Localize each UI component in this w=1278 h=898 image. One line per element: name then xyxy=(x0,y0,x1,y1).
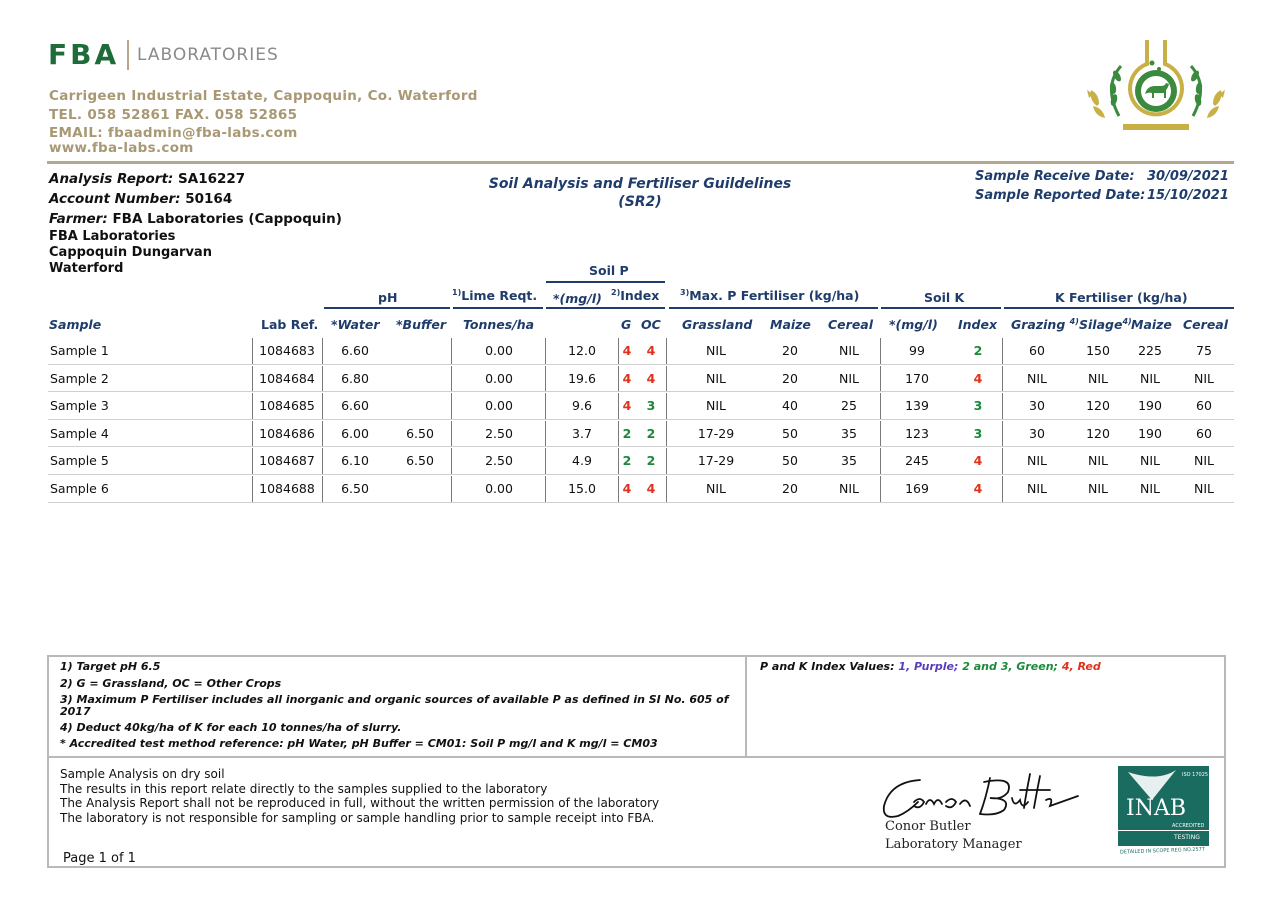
column-divider xyxy=(252,393,253,419)
column-divider xyxy=(545,421,546,447)
cell-soil-k: 99 xyxy=(909,343,925,358)
cell-maxp-maize: 50 xyxy=(782,453,798,469)
column-divider xyxy=(666,421,667,447)
farmer-address-line: Cappoquin Dungarvan xyxy=(49,245,212,260)
column-divider xyxy=(252,476,253,502)
note-4: 4) Deduct 40kg/ha of K for each 10 tonnes/ha of slurry. xyxy=(60,721,402,734)
report-title-line: Soil Analysis and Fertiliser Guildelines xyxy=(488,176,792,192)
cell-maxp-cereal: NIL xyxy=(838,370,859,386)
cell-soil-p: 15.0 xyxy=(568,481,596,496)
signatory xyxy=(885,818,1022,854)
cell-lab-ref: 1084684 xyxy=(259,370,315,386)
address-line: Carrigeen Industrial Estate, Cappoquin, Co. Waterford xyxy=(49,88,478,104)
cell-p-index-g: 4 xyxy=(622,481,632,496)
col-ph-buffer: *Buffer xyxy=(396,317,447,332)
cell-k-grazing: 30 xyxy=(1029,398,1045,414)
col-k-cereal: Cereal xyxy=(1183,317,1229,332)
website-line: www.fba-labs.com xyxy=(49,140,194,156)
sample-dates xyxy=(975,167,1229,205)
column-divider xyxy=(666,476,667,502)
cell-k-maize: NIL xyxy=(1139,481,1160,496)
cell-p-index-oc: 3 xyxy=(646,398,656,414)
column-divider xyxy=(1002,448,1003,474)
soil-p-underline xyxy=(546,281,665,283)
cell-p-index-g: 2 xyxy=(622,453,632,469)
cell-p-index-g: 4 xyxy=(622,398,632,414)
column-divider xyxy=(322,476,323,502)
inab-scope: DETAILED IN SCOPE REG NO.257T xyxy=(1119,846,1205,856)
column-divider xyxy=(252,338,253,364)
col-tonnes: Tonnes/ha xyxy=(463,317,535,332)
column-divider xyxy=(545,448,546,474)
row-divider xyxy=(48,446,1234,447)
col-sample: Sample xyxy=(49,317,102,332)
soil-p-header: Soil P xyxy=(589,263,629,278)
note-1: 1) Target pH 6.5 xyxy=(60,660,161,673)
cell-soil-p: 4.9 xyxy=(572,453,592,469)
column-divider xyxy=(451,421,452,447)
cell-ph-water: 6.60 xyxy=(341,398,369,414)
cell-k-index: 3 xyxy=(973,425,983,441)
cell-ph-water: 6.60 xyxy=(341,343,369,358)
column-divider xyxy=(1002,338,1003,364)
column-divider xyxy=(880,448,881,474)
cell-sample: Sample 5 xyxy=(50,453,109,469)
col-lab-ref: Lab Ref. xyxy=(261,317,319,332)
k-fertiliser-header: K Fertiliser (kg/ha) xyxy=(1055,290,1188,305)
column-divider xyxy=(451,476,452,502)
k-fertiliser-underline xyxy=(1004,307,1234,309)
logo-divider xyxy=(127,40,129,70)
notes xyxy=(60,660,740,751)
col-oc: OC xyxy=(641,317,661,332)
column-divider xyxy=(1002,476,1003,502)
column-divider xyxy=(618,476,619,502)
analysis-report-line: Analysis Report: SA16227 xyxy=(49,171,246,187)
cell-soil-k: 170 xyxy=(905,370,929,386)
cell-p-index-g: 2 xyxy=(622,425,632,441)
inab-brand: INAB xyxy=(1126,796,1186,821)
cell-maxp-cereal: 35 xyxy=(841,425,857,441)
cell-p-index-oc: 2 xyxy=(646,425,656,441)
cell-k-cereal: NIL xyxy=(1193,370,1214,386)
col-cereal: Cereal xyxy=(828,317,874,332)
row-divider xyxy=(48,502,1234,503)
page-number: Page 1 of 1 xyxy=(63,851,136,866)
farmer-address-line: FBA Laboratories xyxy=(49,229,176,244)
col-grazing: Grazing $^{4)}$ xyxy=(1011,317,1079,333)
cell-soil-p: 9.6 xyxy=(572,398,592,414)
report-meta xyxy=(49,169,342,229)
cell-soil-k: 245 xyxy=(905,453,929,469)
inab-testing: TESTING xyxy=(1174,834,1200,841)
note-2: 2) G = Grassland, OC = Other Crops xyxy=(60,677,282,690)
cell-k-grazing: NIL xyxy=(1026,481,1047,496)
cell-soil-k: 169 xyxy=(905,481,929,496)
account-number: 50164 xyxy=(185,191,233,207)
column-divider xyxy=(880,366,881,392)
column-divider xyxy=(666,393,667,419)
cell-p-index-oc: 2 xyxy=(646,453,656,469)
cell-maxp-grassland: 17-29 xyxy=(697,425,735,441)
ph-underline xyxy=(324,307,450,309)
column-divider xyxy=(666,448,667,474)
farmer-address-line: Waterford xyxy=(49,261,124,276)
row-divider xyxy=(48,391,1234,392)
account-number-line: Account Number: 50164 xyxy=(49,191,233,207)
cell-k-index: 3 xyxy=(973,398,983,414)
column-divider xyxy=(618,421,619,447)
cell-maxp-grassland: 17-29 xyxy=(697,453,735,469)
cell-k-cereal: 75 xyxy=(1196,343,1212,358)
cell-ph-water: 6.50 xyxy=(341,481,369,496)
cell-k-silage: NIL xyxy=(1087,370,1108,386)
signatory-name: Conor Butler xyxy=(885,819,971,834)
farmer-name: FBA Laboratories (Cappoquin) xyxy=(112,211,342,227)
col-k-maize: Maize xyxy=(1131,317,1172,332)
column-divider xyxy=(252,366,253,392)
cell-sample: Sample 3 xyxy=(50,398,109,414)
cell-maxp-maize: 50 xyxy=(782,425,798,441)
cell-p-index-oc: 4 xyxy=(646,343,656,358)
cell-k-cereal: 60 xyxy=(1196,398,1212,414)
column-divider xyxy=(545,338,546,364)
cell-k-grazing: 60 xyxy=(1029,343,1045,358)
cell-ph-water: 6.80 xyxy=(341,370,369,386)
column-divider xyxy=(545,393,546,419)
cell-sample: Sample 6 xyxy=(50,481,109,496)
receive-date-line: Sample Receive Date: 30/09/2021 xyxy=(975,169,1229,184)
column-divider xyxy=(322,338,323,364)
column-divider xyxy=(618,448,619,474)
cell-k-maize: 225 xyxy=(1138,343,1162,358)
cell-ph-water: 6.00 xyxy=(341,425,369,441)
column-divider xyxy=(451,448,452,474)
inab-divider xyxy=(1118,830,1209,831)
footer-divider xyxy=(47,756,1226,758)
cell-k-maize: NIL xyxy=(1139,370,1160,386)
cell-k-silage: 150 xyxy=(1086,343,1110,358)
cell-sample: Sample 1 xyxy=(50,343,109,358)
index-legend: P and K Index Values: 1, Purple; 2 and 3, Green; 4, Red xyxy=(760,660,1101,673)
note-3: 3) Maximum P Fertiliser includes all inorganic and organic sources of available P as defined in SI No. 605 of 2017 xyxy=(60,693,729,718)
inab-iso: ISO 17025 xyxy=(1182,772,1209,778)
column-divider xyxy=(880,338,881,364)
cell-k-grazing: 30 xyxy=(1029,425,1045,441)
receive-date: 30/09/2021 xyxy=(1147,169,1229,184)
cell-k-maize: 190 xyxy=(1138,398,1162,414)
ph-header: pH xyxy=(378,290,398,305)
column-divider xyxy=(322,366,323,392)
cell-sample: Sample 2 xyxy=(50,370,109,386)
fba-emblem-icon xyxy=(1085,36,1227,140)
cell-maxp-cereal: NIL xyxy=(838,343,859,358)
column-divider xyxy=(322,393,323,419)
cell-p-index-oc: 4 xyxy=(646,481,656,496)
column-divider xyxy=(545,366,546,392)
report-title-code: (SR2) xyxy=(618,194,662,210)
column-divider xyxy=(666,366,667,392)
legend-purple: 1, Purple; xyxy=(898,660,959,673)
lab-address xyxy=(49,87,478,155)
cell-lime-tonnes: 0.00 xyxy=(485,343,513,358)
col-maize: Maize xyxy=(770,317,811,332)
row-divider xyxy=(48,364,1234,365)
legend-red: 4, Red xyxy=(1061,660,1101,673)
cell-maxp-maize: 20 xyxy=(782,343,798,358)
cell-lime-tonnes: 0.00 xyxy=(485,481,513,496)
cell-lab-ref: 1084685 xyxy=(259,398,315,414)
cell-lab-ref: 1084687 xyxy=(259,453,315,469)
cell-ph-buffer: 6.50 xyxy=(406,453,434,469)
column-divider xyxy=(451,393,452,419)
cell-lime-tonnes: 2.50 xyxy=(485,425,513,441)
cell-k-index: 4 xyxy=(973,370,983,386)
disclaimer-line: The laboratory is not responsible for sampling or sample handling prior to sample receipt into FBA. xyxy=(60,810,655,825)
cell-k-maize: 190 xyxy=(1138,425,1162,441)
column-divider xyxy=(451,366,452,392)
cell-k-index: 4 xyxy=(973,481,983,496)
lime-header: $^{1)}$Lime Reqt. xyxy=(452,288,538,304)
cell-k-grazing: NIL xyxy=(1026,370,1047,386)
header-divider xyxy=(47,161,1234,164)
col-k-index: Index xyxy=(958,317,998,332)
cell-sample: Sample 4 xyxy=(50,425,109,441)
cell-k-silage: 120 xyxy=(1086,425,1110,441)
max-p-header: $^{3)}$Max. P Fertiliser (kg/ha) xyxy=(680,288,860,304)
col-ph-water: *Water xyxy=(331,317,380,332)
p-index-header: $^{2)}$Index xyxy=(611,288,660,304)
analysis-report-number: SA16227 xyxy=(178,171,246,187)
lime-underline xyxy=(453,307,543,309)
column-divider xyxy=(666,338,667,364)
row-divider xyxy=(48,474,1234,475)
note-accredited: * Accredited test method reference: pH Water, pH Buffer = CM01: Soil P mg/l and K mg/l = CM03 xyxy=(60,737,658,750)
cell-lime-tonnes: 0.00 xyxy=(485,398,513,414)
inab-accreditation-badge xyxy=(1118,766,1209,858)
email-line: EMAIL: fbaadmin@fba-labs.com xyxy=(49,125,298,141)
cell-soil-p: 19.6 xyxy=(568,370,596,386)
reported-date-line: Sample Reported Date: 15/10/2021 xyxy=(975,188,1229,203)
cell-lime-tonnes: 2.50 xyxy=(485,453,513,469)
cell-p-index-g: 4 xyxy=(622,343,632,358)
cell-soil-k: 123 xyxy=(905,425,929,441)
column-divider xyxy=(618,393,619,419)
column-divider xyxy=(1002,421,1003,447)
signatory-role: Laboratory Manager xyxy=(885,837,1022,852)
cell-maxp-grassland: NIL xyxy=(705,370,726,386)
cell-lab-ref: 1084688 xyxy=(259,481,315,496)
column-divider xyxy=(322,421,323,447)
cell-k-maize: NIL xyxy=(1139,453,1160,469)
cell-maxp-maize: 20 xyxy=(782,481,798,496)
disclaimer-line: The results in this report relate directly to the samples supplied to the laboratory xyxy=(60,781,548,796)
report-title xyxy=(440,175,840,211)
cell-soil-p: 3.7 xyxy=(572,425,592,441)
column-divider xyxy=(322,448,323,474)
cell-maxp-maize: 40 xyxy=(782,398,798,414)
disclaimer-line: Sample Analysis on dry soil xyxy=(60,767,225,781)
cell-maxp-maize: 20 xyxy=(782,370,798,386)
farmer-line: Farmer: FBA Laboratories (Cappoquin) xyxy=(49,211,342,227)
phone-line: TEL. 058 52861 FAX. 058 52865 xyxy=(49,107,298,123)
cell-lab-ref: 1084686 xyxy=(259,425,315,441)
laboratories-logo-text: LABORATORIES xyxy=(137,45,279,65)
col-k-mg: *(mg/l) xyxy=(889,317,938,332)
farmer-address xyxy=(49,229,212,277)
p-index-underline xyxy=(546,307,665,309)
column-divider xyxy=(880,421,881,447)
max-p-underline xyxy=(669,307,878,309)
column-divider xyxy=(618,366,619,392)
cell-maxp-grassland: NIL xyxy=(705,343,726,358)
column-divider xyxy=(252,448,253,474)
cell-maxp-grassland: NIL xyxy=(705,481,726,496)
cell-maxp-grassland: NIL xyxy=(705,398,726,414)
disclaimer xyxy=(60,767,659,825)
cell-k-silage: NIL xyxy=(1087,481,1108,496)
inab-accredited: ACCREDITED xyxy=(1172,823,1205,829)
column-divider xyxy=(1002,366,1003,392)
disclaimer-line: The Analysis Report shall not be reproduced in full, without the written permission of the laboratory xyxy=(60,796,660,811)
cell-p-index-oc: 4 xyxy=(646,370,656,386)
reported-date: 15/10/2021 xyxy=(1147,188,1229,203)
col-grassland: Grassland xyxy=(682,317,753,332)
cell-maxp-cereal: 35 xyxy=(841,453,857,469)
cell-lab-ref: 1084683 xyxy=(259,343,315,358)
cell-k-cereal: NIL xyxy=(1193,481,1214,496)
cell-soil-p: 12.0 xyxy=(568,343,596,358)
cell-ph-buffer: 6.50 xyxy=(406,425,434,441)
cell-maxp-cereal: NIL xyxy=(838,481,859,496)
cell-ph-water: 6.10 xyxy=(341,453,369,469)
column-divider xyxy=(545,476,546,502)
column-divider xyxy=(1002,393,1003,419)
footer-vertical-divider xyxy=(745,655,747,757)
cell-k-cereal: 60 xyxy=(1196,425,1212,441)
cell-k-silage: NIL xyxy=(1087,453,1108,469)
cell-k-index: 2 xyxy=(973,343,983,358)
soil-k-header: Soil K xyxy=(924,290,965,305)
cell-k-index: 4 xyxy=(973,453,983,469)
row-divider xyxy=(48,419,1234,420)
cell-p-index-g: 4 xyxy=(622,370,632,386)
legend-green: 2 and 3, Green; xyxy=(962,660,1058,673)
cell-maxp-cereal: 25 xyxy=(841,398,857,414)
column-divider xyxy=(252,421,253,447)
column-divider xyxy=(880,476,881,502)
cell-k-cereal: NIL xyxy=(1193,453,1214,469)
cell-k-silage: 120 xyxy=(1086,398,1110,414)
cell-lime-tonnes: 0.00 xyxy=(485,370,513,386)
col-silage: Silage$^{4)}$ xyxy=(1079,317,1132,333)
soil-k-underline xyxy=(881,307,1001,309)
column-divider xyxy=(451,338,452,364)
cell-k-grazing: NIL xyxy=(1026,453,1047,469)
column-divider xyxy=(880,393,881,419)
column-divider xyxy=(618,338,619,364)
col-g: G xyxy=(621,317,632,332)
cell-soil-k: 139 xyxy=(905,398,929,414)
soil-p-mg-header: *(mg/l) xyxy=(553,291,602,306)
fba-logo-text: FBA xyxy=(48,38,120,71)
